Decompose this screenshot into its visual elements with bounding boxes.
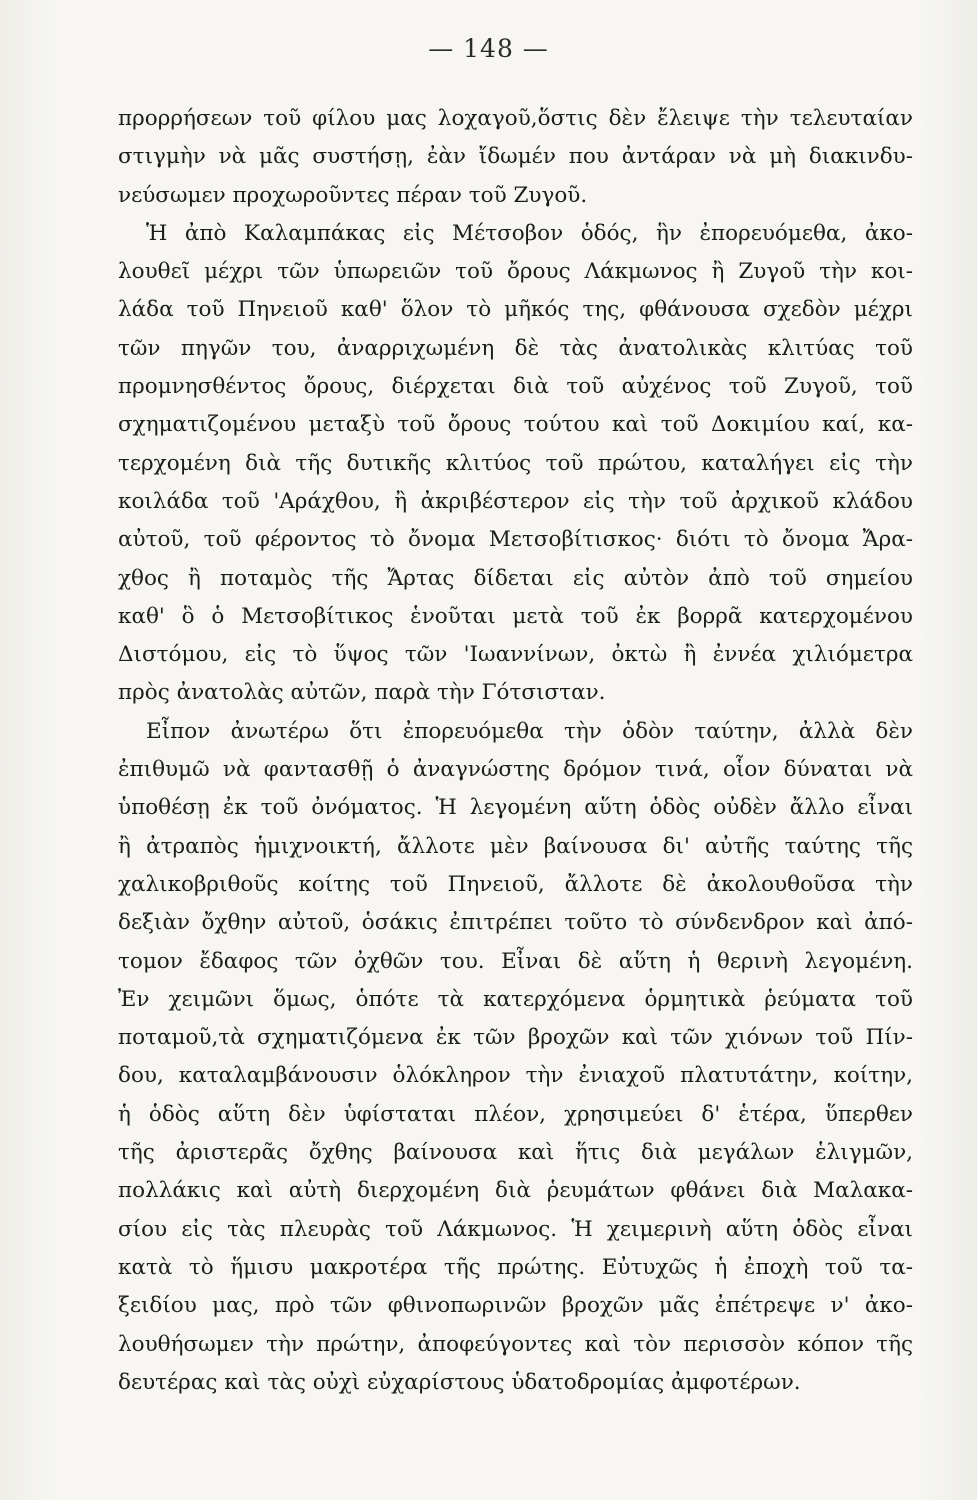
text-line: δευτέρας καὶ τὰς οὐχὶ εὐχαρίστους ὑδατοδρομίας ἀμφοτέρων. (118, 1369, 801, 1395)
text-line: Ἡ ἀπὸ Καλαμπάκας εἰς Μέτσοβον ὁδός, ἣν ἐπορευόμεθα, ἀκο- (146, 220, 913, 246)
text-line: κοιλάδα τοῦ 'Αράχθου, ἢ ἀκριβέστερον εἰς τὴν τοῦ ἀρχικοῦ κλάδου (118, 488, 913, 514)
text-line: ἐπιθυμῶ νὰ φαντασθῇ ὁ ἀναγνώστης δρόμον τινά, οἷον δύναται νὰ (118, 757, 913, 783)
text-line: προμνησθέντος ὄρους, διέρχεται διὰ τοῦ αὐχένος τοῦ Ζυγοῦ, τοῦ (118, 374, 913, 400)
text-line: αὐτοῦ, τοῦ φέροντος τὸ ὄνομα Μετσοβίτισκος· διότι τὸ ὄνομα Ἄρα- (118, 527, 913, 553)
text-line: ὑποθέσῃ ἐκ τοῦ ὀνόματος. Ἡ λεγομένη αὕτη ὁδὸς οὐδὲν ἄλλο εἶναι (118, 795, 913, 821)
text-line: τερχομένη διὰ τῆς δυτικῆς κλιτύος τοῦ πρώτου, καταλήγει εἰς τὴν (118, 450, 913, 476)
body-text (118, 100, 913, 1402)
text-line: ποταμοῦ,τὰ σχηματιζόμενα ἐκ τῶν βροχῶν καὶ τῶν χιόνων τοῦ Πίν- (118, 1025, 913, 1051)
text-line: χθος ἢ ποταμὸς τῆς Ἄρτας δίδεται εἰς αὐτὸν ἀπὸ τοῦ σημείου (118, 565, 913, 591)
text-line: δεξιὰν ὄχθην αὐτοῦ, ὁσάκις ἐπιτρέπει τοῦτο τὸ σύνδενδρον καὶ ἀπό- (118, 910, 913, 936)
text-line: Ἐν χειμῶνι ὅμως, ὁπότε τὰ κατερχόμενα ὁρμητικὰ ῥεύματα τοῦ (118, 986, 913, 1012)
text-line: ἡ ὁδὸς αὕτη δὲν ὑφίσταται πλέον, χρησιμεύει δ' ἑτέρα, ὕπερθεν (118, 1101, 913, 1127)
text-line: τῆς ἀριστερᾶς ὄχθης βαίνουσα καὶ ἥτις διὰ μεγάλων ἑλιγμῶν, (118, 1140, 913, 1166)
text-line: πρὸς ἀνατολὰς αὐτῶν, παρὰ τὴν Γότσισταν. (118, 680, 606, 706)
text-line: κατὰ τὸ ἥμισυ μακροτέρα τῆς πρώτης. Εὐτυχῶς ἡ ἐποχὴ τοῦ τα- (118, 1254, 913, 1280)
text-line: προρρήσεων τοῦ φίλου μας λοχαγοῦ,ὅστις δὲν ἔλειψε τὴν τελευταίαν (118, 106, 913, 131)
text-line: λάδα τοῦ Πηνειοῦ καθ' ὅλον τὸ μῆκός της, φθάνουσα σχεδὸν μέχρι (118, 297, 913, 323)
text-line: λουθεῖ μέχρι τῶν ὑπωρειῶν τοῦ ὄρους Λάκμωνος ἢ Ζυγοῦ τὴν κοι- (118, 259, 913, 285)
text-line: νεύσωμεν προχωροῦντες πέραν τοῦ Ζυγοῦ. (118, 182, 588, 208)
text-line: στιγμὴν νὰ μᾶς συστήσῃ, ἐὰν ἴδωμέν που ἀντάραν νὰ μὴ διακινδυ- (118, 144, 913, 170)
text-line: λουθήσωμεν τὴν πρώτην, ἀποφεύγοντες καὶ τὸν περισσὸν κόπον τῆς (118, 1331, 913, 1357)
text-line: τομον ἔδαφος τῶν ὀχθῶν του. Εἶναι δὲ αὕτη ἡ θερινὴ λεγομένη. (118, 948, 913, 974)
text-line: σίου εἰς τὰς πλευρὰς τοῦ Λάκμωνος. Ἡ χειμερινὴ αὕτη ὁδὸς εἶναι (118, 1216, 913, 1242)
text-line: δου, καταλαμβάνουσιν ὁλόκληρον τὴν ἐνιαχοῦ πλατυτάτην, κοίτην, (118, 1063, 913, 1089)
text-line: ἢ ἀτραπὸς ἡμιχνοικτή, ἄλλοτε μὲν βαίνουσα δι' αὐτῆς ταύτης τῆς (118, 833, 913, 859)
text-line: Εἶπον ἀνωτέρω ὅτι ἐπορευόμεθα τὴν ὁδὸν ταύτην, ἀλλὰ δὲν (146, 718, 913, 744)
text-line: χαλικοβριθοῦς κοίτης τοῦ Πηνειοῦ, ἄλλοτε δὲ ἀκολουθοῦσα τὴν (118, 871, 913, 897)
text-line: πολλάκις καὶ αὐτὴ διερχομένη διὰ ῥευμάτων φθάνει διὰ Μαλακα- (118, 1178, 913, 1204)
text-line: καθ' ὃ ὁ Μετσοβίτικος ἑνοῦται μετὰ τοῦ ἐκ βορρᾶ κατερχομένου (118, 603, 913, 629)
text-line: σχηματιζομένου μεταξὺ τοῦ ὄρους τούτου καὶ τοῦ Δοκιμίου καί, κα- (118, 412, 913, 438)
text-line: Διστόμου, εἰς τὸ ὕψος τῶν 'Ιωαννίνων, ὀκτὼ ἢ ἐννέα χιλιόμετρα (118, 642, 913, 668)
page-number: — 148 — (428, 34, 549, 63)
text-line: τῶν πηγῶν του, ἀναρριχωμένη δὲ τὰς ἀνατολικὰς κλιτύας τοῦ (118, 335, 913, 361)
text-line: ξειδίου μας, πρὸ τῶν φθινοπωρινῶν βροχῶν μᾶς ἐπέτρεψε ν' ἀκο- (118, 1293, 913, 1319)
